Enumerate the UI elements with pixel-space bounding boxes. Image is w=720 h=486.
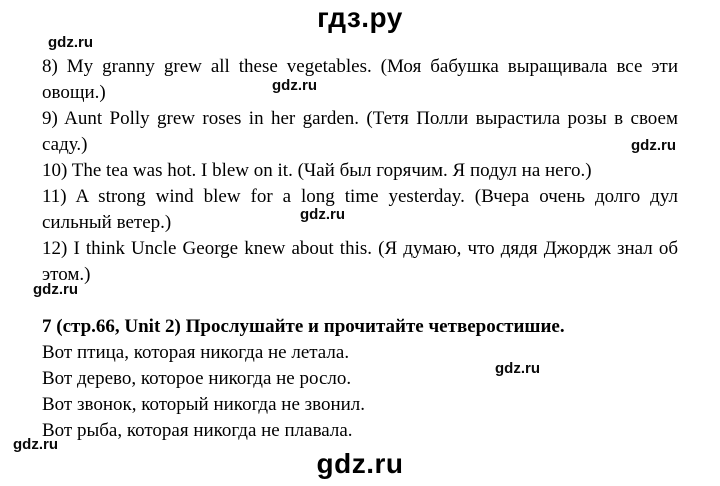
watermark: gdz.ru bbox=[48, 34, 93, 51]
answer-item-11: 11) A strong wind blew for a long time yesterday. (Вчера очень долго дул сильный ветер.) bbox=[42, 186, 678, 233]
watermark: gdz.ru bbox=[13, 436, 58, 453]
watermark: gdz.ru bbox=[272, 77, 317, 94]
answer-item-9: 9) Aunt Polly grew roses in her garden. (Тетя Полли вырастила розы в своем саду.) bbox=[42, 108, 678, 155]
answer-item-10: 10) The tea was hot. I blew on it. (Чай был горячим. Я подул на него.) bbox=[42, 160, 592, 181]
watermark: gdz.ru bbox=[33, 281, 78, 298]
watermark: gdz.ru bbox=[631, 137, 676, 154]
poem-line-2: Вот дерево, которое никогда не росло. bbox=[42, 368, 352, 389]
watermark: gdz.ru bbox=[495, 360, 540, 377]
answer-item-8: 8) My granny grew all these vegetables. (Моя бабушка выращивала все эти овощи.) bbox=[42, 56, 678, 103]
poem-line-3: Вот звонок, который никогда не звонил. bbox=[42, 394, 366, 415]
site-logo-top: гдз.ру bbox=[317, 2, 403, 33]
poem-line-4: Вот рыба, которая никогда не плавала. bbox=[42, 420, 353, 441]
site-logo-bottom: gdz.ru bbox=[316, 448, 404, 479]
answers-content bbox=[42, 54, 678, 444]
poem-line-1: Вот птица, которая никогда не летала. bbox=[42, 342, 350, 363]
task7-heading: 7 (стр.66, Unit 2) Прослушайте и прочитайте четверостишие. bbox=[42, 316, 565, 337]
answer-item-12: 12) I think Uncle George knew about this. (Я думаю, что дядя Джордж знал об этом.) bbox=[42, 238, 678, 285]
watermark: gdz.ru bbox=[300, 206, 345, 223]
